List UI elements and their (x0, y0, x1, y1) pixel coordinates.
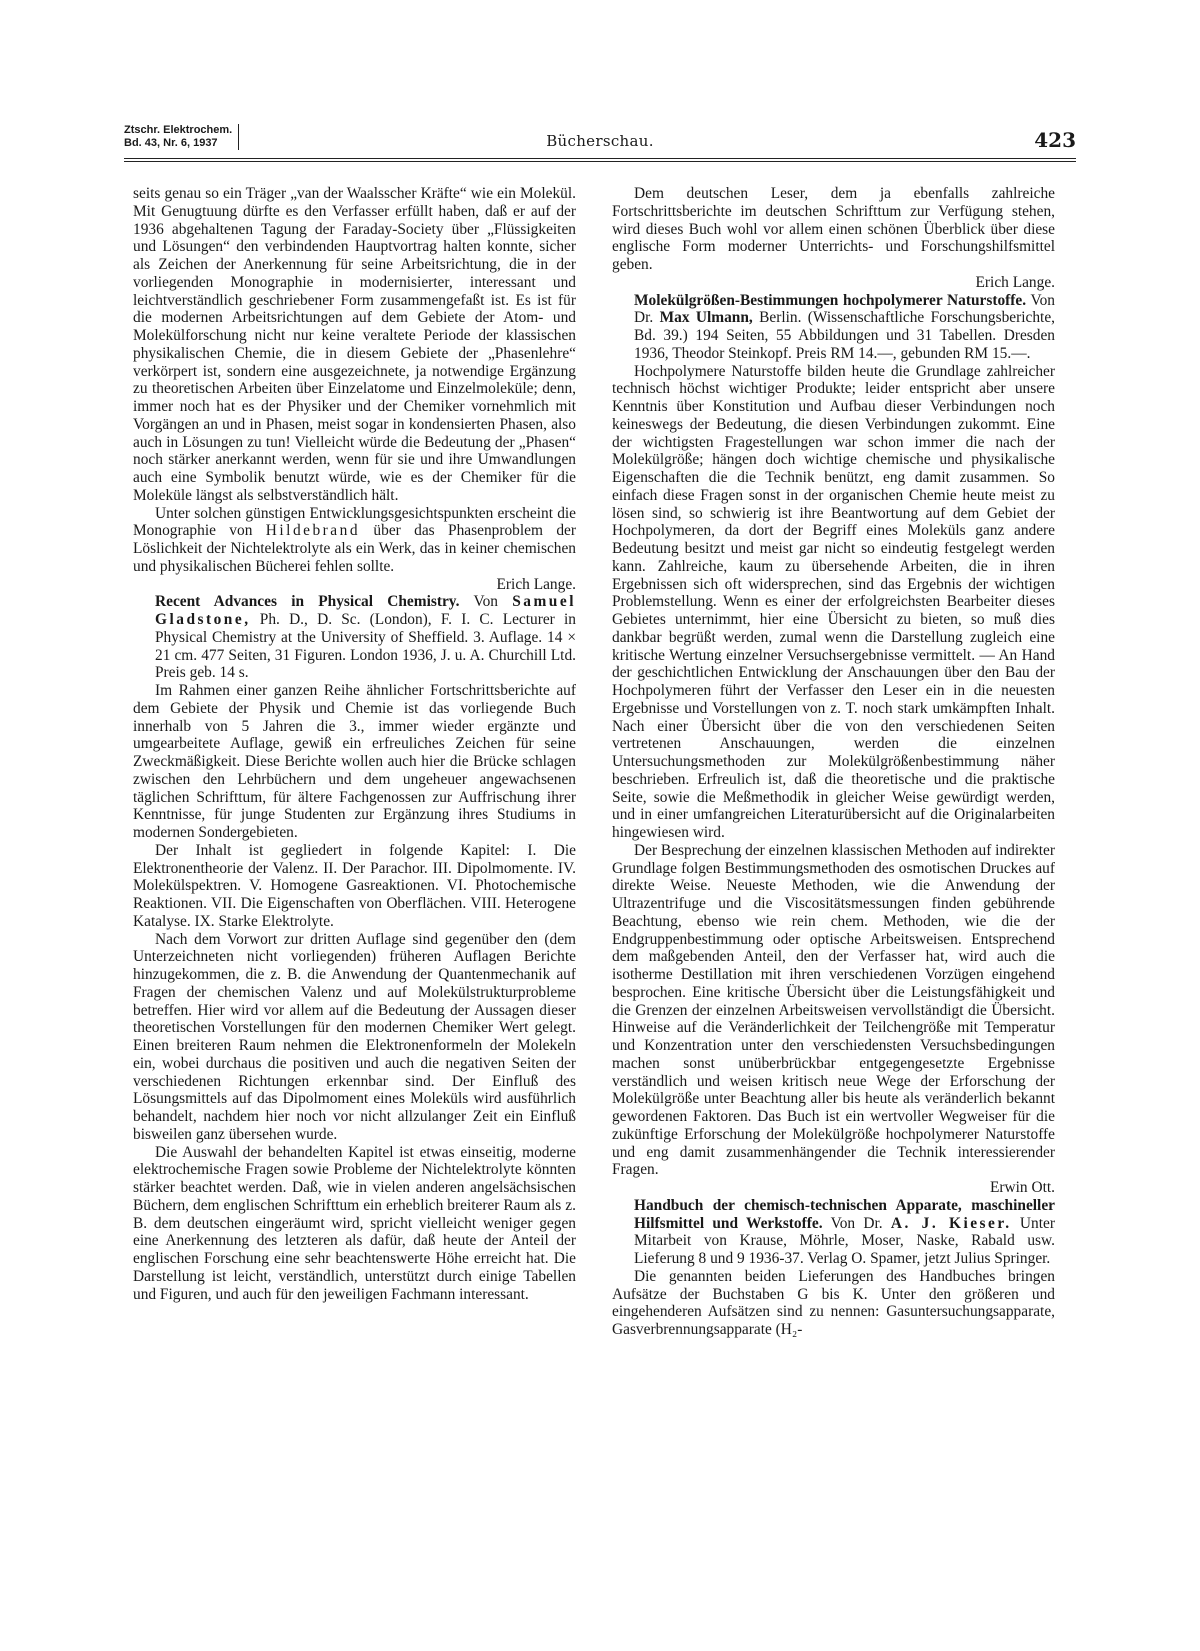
paragraph: Die genannten beiden Lieferungen des Handbuches bringen Aufsätze der Buchstaben G bis K. Unter den größeren und eingehenderen Aufsätzen sind zu nennen: Gasuntersuchungsapparate, Gasverbrennungsapparate (H₂- (612, 1267, 1055, 1338)
paragraph: Dem deutschen Leser, dem ja ebenfalls zahlreiche Fortschrittsberichte im deutschen Schrifttum zur Verfügung stehen, wird dieses Buch wohl vor allem einen schönen Überblick über diese englische Form moderner Unterrichts- und Forschungshilfsmittel geben. Erich Lange. (612, 185, 1055, 291)
reviewer-signature: Erwin Ott. (990, 1179, 1055, 1196)
book-title: Molekülgrößen-Bestimmungen hochpolymerer Naturstoffe. (634, 291, 1027, 309)
book-author: Max Ulmann, (659, 309, 753, 327)
book-author: A. J. Kieser. (890, 1214, 1012, 1232)
paragraph: Hochpolymere Naturstoffe bilden heute die Grundlage zahlreicher technisch höchst wichtiger Produkte; leider entspricht aber unsere Kenntnis über Konstitution und Aufbau dieser Verbindungen noch keineswegs der Bedeutung, die diesen Verbindungen zukommt. Eine der wichtigsten Fragestellungen war schon immer die nach der Molekülgröße; hängen doch wichtige chemische und physikalische Eigenschaften die die Technik benützt, eng damit zusammen. So einfach diese Fragen sonst in der organischen Chemie heute meist zu lösen sind, so schwierig ist ihre Beantwortung auf dem Gebiet der Hochpolymeren, da dort der Begriff eines Moleküls ganz andere Bedeutung besitzt und meist gar nicht so eindeutig festgelegt werden kann. Zahlreiche, kaum zu übersehende Arbeiten, die in ihren Ergebnissen sich oft widersprechen, sind das Ergebnis der wichtigen Problemstellung. Wenn es einer der erfolgreichsten Bearbeiter dieses Gebietes unternimmt, hier eine Übersicht zu bieten, so muß dies dankbar begrüßt werden, zumal wenn die Darstellung zugleich eine kritische Wertung einzelner Versuchsergebnisse vermittelt. — An Hand der geschichtlichen Entwicklung der Anschauungen über den Bau der Hochpolymeren führt der Verfasser den Leser ein in die neuesten Ergebnisse und Vorstellungen von z. T. noch stark umkämpften Inhalt. Nach einer Übersicht über die von den verschiedenen Seiten vertretenen Anschauungen, werden die einzelnen Untersuchungsmethoden zur Molekülgrößenbestimmung näher beschrieben. Erfreulich ist, daß die theoretische und die praktische Seite, sowie die Meßmethodik in gleicher Weise gewürdigt werden, und in einer umfangreichen Literaturübersicht auf die Originalarbeiten hingewiesen wird. (612, 362, 1055, 841)
continued-paragraph: seits genau so ein Träger „van der Waalsscher Kräfte“ wie ein Molekül. Mit Genugtuung dürfte es den Verfasser erfüllt haben, daß er auf der 1936 abgehaltenen Tagung der Faraday-Society über „Flüssigkeiten und Lösungen“ den verbindenden Hauptvortrag halten konnte, sicher als Zeichen der Anerkennung für seine Arbeitsrichtung, die in der vorliegenden Monographie in modernisierter, interessant und leichtverständlich geschriebener Form zusammengefaßt ist. Es ist für die modernen Arbeitsrichtungen auf dem Gebiete der Atom- und Molekülforschung nicht nur keine veraltete Periode der klassischen physikalischen Chemie, die in diesem Gebiete der „Phasenlehre“ verkörpert ist, sondern eine ausgezeichnete, ja notwendige Ergänzung zu theoretischen Arbeiten über Einzelatome und Einzelmoleküle; denn, immer noch hat es der Physiker und der Chemiker vornehmlich mit Vorgängen an und in Phasen, meist sogar in kondensierten Phasen, also auch in Lösungen zu tun! Vielleicht würde die Bedeutung der „Phasen“ noch stärker anerkannt werden, wenn für sie und ihre Umwandlungen auch eine Symbolik benutzt würde, wie es der Chemiker für die Moleküle längst als selbstverständlich hält. (133, 185, 576, 504)
section-title: Bücherschau. (546, 132, 654, 150)
running-header (124, 124, 1076, 154)
review-heading: Molekülgrößen-Bestimmungen hochpolymerer Naturstoffe. Von Dr. Max Ulmann, Berlin. (Wissenschaftliche Forschungsberichte, Bd. 39.) 194 Seiten, 55 Abbildungen und 31 Tabellen. Dresden 1936, Theodor Steinkopf. Preis RM 14.—, gebunden RM 15.—. (634, 291, 1055, 362)
book-citation: Ph. D., D. Sc. (London), F. I. C. Lecturer in Physical Chemistry at the University of Sheffield. 3. Auflage. 14 × 21 cm. 477 Seiten, 31 Figuren. London 1936, J. u. A. Churchill Ltd. Preis geb. 14 s. (155, 611, 576, 682)
journal-name: Ztschr. Elektrochem. (124, 124, 233, 136)
book-citation: Unter Mitarbeit von Krause, Möhrle, Moser, Naske, Rabald usw. Lieferung 8 und 9 1936-37. Verlag O. Spamer, jetzt Julius Springer. (634, 1214, 1055, 1267)
left-column (133, 185, 576, 1303)
book-citation: Berlin. (Wissenschaftliche Forschungsberichte, Bd. 39.) 194 Seiten, 55 Abbildungen und 31 Tabellen. Dresden 1936, Theodor Steinkopf. Preis RM 14.—, gebunden RM 15.—. (634, 309, 1055, 362)
paragraph: Die Auswahl der behandelten Kapitel ist etwas einseitig, moderne elektrochemische Fragen sowie Probleme der Nichtelektrolyte könnten stärker beachtet werden. Daß, wie in vielen anderen angelsächsischen Büchern, dem englischen Schrifttum ein erheblich breiterer Raum als z. B. dem deutschen eingeräumt wird, spricht vielleicht weniger gegen eine Anerkennung des letzteren als dafür, daß heute der Anteil der englischen Forschung eine sehr beachtenswerte Höhe erreicht hat. Die Darstellung ist leicht, verständlich, unterstützt durch einige Tabellen und Figuren, und auch für den jeweiligen Fachmann interessant. (133, 1143, 576, 1303)
book-title: Handbuch der chemisch-technischen Apparate, maschineller Hilfsmittel und Werkstoffe. (634, 1196, 1055, 1232)
header-rule-bottom (124, 161, 1076, 162)
review-heading: Handbuch der chemisch-technischen Apparate, maschineller Hilfsmittel und Werkstoffe. Von Dr. A. J. Kieser. Unter Mitarbeit von Krause, Möhrle, Moser, Naske, Rabald usw. Lieferung 8 und 9 1936-37. Verlag O. Spamer, jetzt Julius Springer. (634, 1196, 1055, 1267)
author-name: Hildebrand (265, 522, 361, 540)
journal-volume: Bd. 43, Nr. 6, 1937 (124, 137, 218, 149)
right-column (612, 185, 1055, 1339)
book-author: Samuel Gladstone, (155, 593, 576, 628)
header-rule-top (124, 158, 1076, 159)
paragraph: Der Inhalt ist gegliedert in folgende Kapitel: I. Die Elektronentheorie der Valenz. II. Der Parachor. III. Dipolmomente. IV. Molekülspektren. V. Homogene Gasreaktionen. VI. Photochemische Reaktionen. VII. Die Eigenschaften von Oberflächen. VIII. Heterogene Katalyse. IX. Starke Elektrolyte. (133, 841, 576, 930)
page-number: 423 (1034, 128, 1076, 152)
reviewer-signature: Erich Lange. (975, 273, 1055, 291)
paragraph: Der Besprechung der einzelnen klassischen Methoden auf indirekter Grundlage folgen Bestimmungsmethoden des osmotischen Druckes auf direkte Weise. Neueste Methoden, wie die Anwendung der Ultrazentrifuge und die Viscositätsmessungen finden gebührende Beachtung, ebenso wie rein chem. Methoden, wie die der Endgruppenbestimmung oder optische Arbeitsweisen. Entsprechend dem maßgebenden Anteil, den der Verfasser hat, wird auch die isotherme Destillation mit ihren verschiedenen Vorzügen eingehend besprochen. Eine kritische Übersicht über die Leistungsfähigkeit und die Grenzen der einzelnen Arbeitsweisen vervollständigt die Übersicht. Hinweise auf die Veränderlichkeit der Teilchengröße mit Temperatur und Konzentration unter den verschiedensten Versuchsbedingungen machen sonst unüberbrückbar entgegengesetzte Ergebnisse verständlich und weisen kritisch neue Wege der Erforschung der Molekülgröße unter Beachtung aller bis heute als veränderlich bekannt gewordenen Faktoren. Das Buch ist ein wertvoller Wegweiser für die zukünftige Erforschung der Molekülgröße hochpolymerer Naturstoffe und eng damit zusammenhängender die Technik interessierender Fragen. Erwin Ott. (612, 841, 1055, 1196)
review-heading: Recent Advances in Physical Chemistry. Von Samuel Gladstone, Ph. D., D. Sc. (London), F. I. C. Lecturer in Physical Chemistry at the University of Sheffield. 3. Auflage. 14 × 21 cm. 477 Seiten, 31 Figuren. London 1936, J. u. A. Churchill Ltd. Preis geb. 14 s. (155, 593, 576, 682)
book-title: Recent Advances in Physical Chemistry. (155, 593, 460, 611)
paragraph: Nach dem Vorwort zur dritten Auflage sind gegenüber den (dem Unterzeichneten nicht vorliegenden) früheren Auflagen Berichte hinzugekommen, die z. B. die Anwendung der Quantenmechanik auf Fragen der chemischen Valenz und auf Molekülstrukturprobleme betreffen. Hier wird vor allem auf die Bedeutung der Aussagen dieser theoretischen Vorstellungen für den modernen Chemiker Wert gelegt. Einen breiteren Raum nehmen die Elektronenformeln der Molekeln ein, wobei durchaus die positiven und auch die negativen Seiten der verschiedenen Richtungen erkennbar sind. Der Einfluß des Lösungsmittels auf das Dipolmoment eines Moleküls wird ausführlich behandelt, nachdem hier noch vor nicht allzulanger Zeit ein Einfluß bisweilen ganz übersehen wurde. (133, 930, 576, 1143)
paragraph: Unter solchen günstigen Entwicklungsgesichtspunkten erscheint die Monographie von Hildebrand über das Phasenproblem der Löslichkeit der Nichtelektrolyte als ein Werk, das in keiner chemischen und physikalischen Bücherei fehlen sollte. Erich Lange. (133, 504, 576, 593)
paragraph: Im Rahmen einer ganzen Reihe ähnlicher Fortschrittsberichte auf dem Gebiete der Physik und Chemie ist das vorliegende Buch innerhalb von 5 Jahren die 3., immer wieder ergänzte und umgearbeitete Auflage, gewiß ein erfreuliches Zeichen für seine Zweckmäßigkeit. Diese Berichte wollen auch hier die Brücke schlagen zwischen den Lehrbüchern und dem ungeheuer angewachsenen täglichen Schrifttum, für ältere Fachgenossen zur Auffrischung ihrer Kenntnisse, für junge Studenten zur Ergänzung ihres Studiums in modernen Sondergebieten. (133, 682, 576, 841)
reviewer-signature: Erich Lange. (496, 575, 576, 593)
